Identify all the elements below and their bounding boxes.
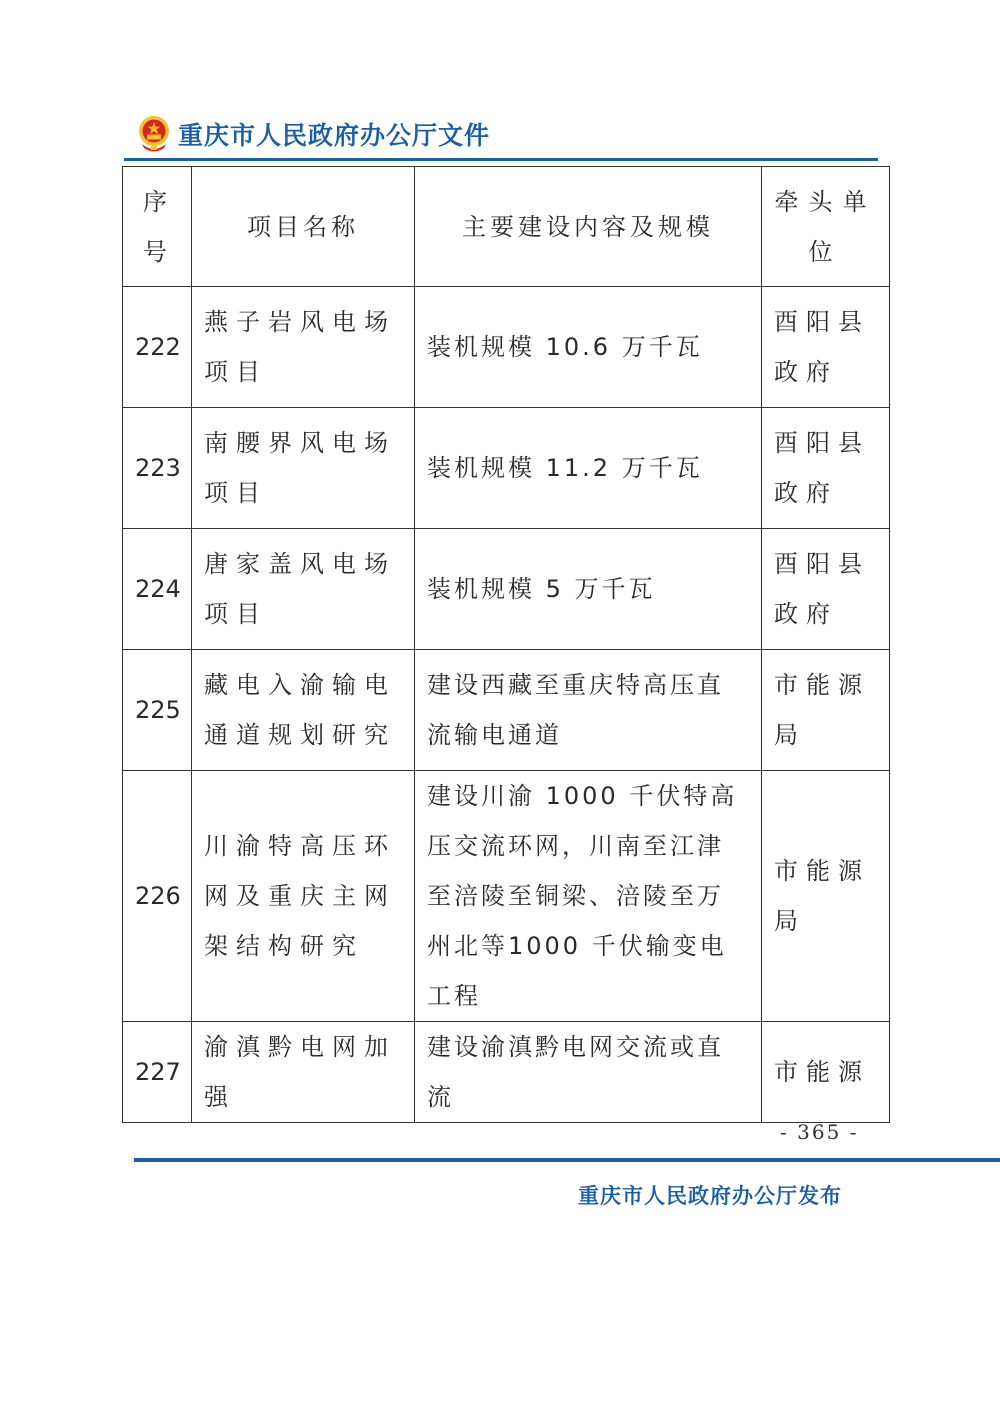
- project-content: 建设西藏至重庆特高压直流输电通道: [415, 650, 762, 771]
- footer-publisher: 重庆市人民政府办公厅发布: [578, 1183, 842, 1208]
- row-number: 226: [123, 771, 192, 1022]
- project-name: 唐家盖风电场项目: [192, 529, 415, 650]
- table-header-row: [123, 167, 890, 287]
- project-content: 建设渝滇黔电网交流或直流: [415, 1022, 762, 1123]
- page-number: - 365 -: [780, 1120, 859, 1144]
- footer-divider: [134, 1158, 1000, 1162]
- row-number: 224: [123, 529, 192, 650]
- table-row: [123, 408, 890, 529]
- table-row: [123, 771, 890, 1022]
- project-name: 川渝特高压环网及重庆主网架结构研究: [192, 771, 415, 1022]
- table-row: [123, 650, 890, 771]
- column-header-no: 序号: [123, 167, 192, 287]
- lead-unit: 酉阳县政府: [762, 408, 890, 529]
- table-row: [123, 1022, 890, 1123]
- lead-unit: 市能源局: [762, 650, 890, 771]
- lead-unit: 酉阳县政府: [762, 287, 890, 408]
- project-content: 装机规模 5 万千瓦: [415, 529, 762, 650]
- row-number: 227: [123, 1022, 192, 1123]
- row-number: 223: [123, 408, 192, 529]
- table-row: [123, 287, 890, 408]
- project-content: 建设川渝 1000 千伏特高压交流环网，川南至江津至涪陵至铜梁、涪陵至万州北等1000 千伏输变电工程: [415, 771, 762, 1022]
- project-name: 南腰界风电场项目: [192, 408, 415, 529]
- header-title: 重庆市人民政府办公厅文件: [178, 121, 491, 150]
- projects-table: [122, 166, 890, 1123]
- column-header-content: 主要建设内容及规模: [415, 167, 762, 287]
- lead-unit: 市能源局: [762, 771, 890, 1022]
- lead-unit: 市能源: [762, 1022, 890, 1123]
- column-header-name: 项目名称: [192, 167, 415, 287]
- project-content: 装机规模 10.6 万千瓦: [415, 287, 762, 408]
- national-emblem-icon: [136, 114, 172, 154]
- row-number: 222: [123, 287, 192, 408]
- table-row: [123, 529, 890, 650]
- column-header-unit: 牵头单位: [762, 167, 890, 287]
- project-content: 装机规模 11.2 万千瓦: [415, 408, 762, 529]
- lead-unit: 酉阳县政府: [762, 529, 890, 650]
- project-name: 渝滇黔电网加强: [192, 1022, 415, 1123]
- header-divider: [124, 158, 878, 161]
- document-header: [136, 112, 490, 156]
- project-name: 藏电入渝输电通道规划研究: [192, 650, 415, 771]
- project-name: 燕子岩风电场项目: [192, 287, 415, 408]
- row-number: 225: [123, 650, 192, 771]
